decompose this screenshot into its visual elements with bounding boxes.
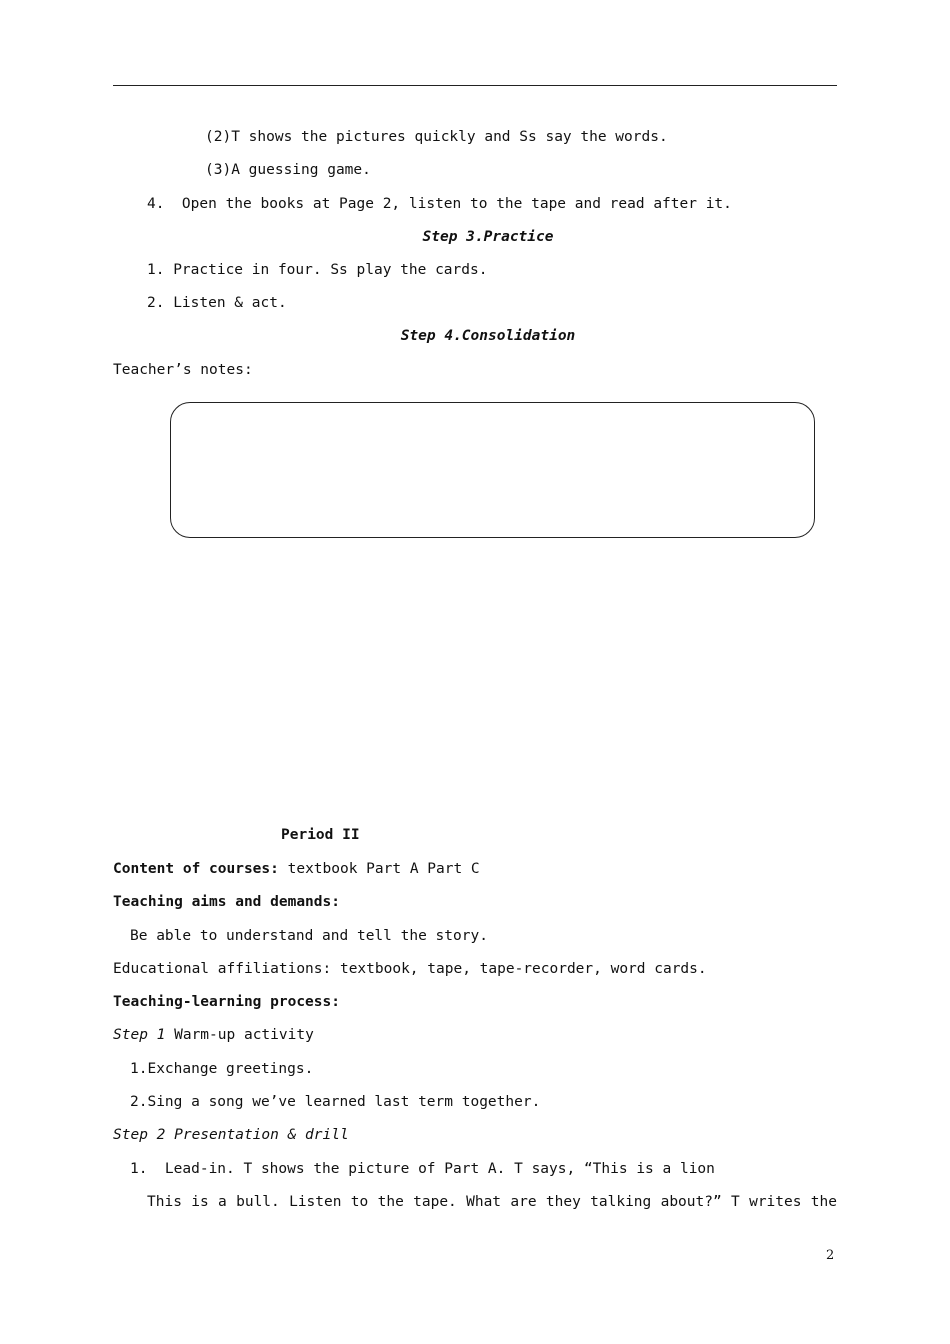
step4-heading: Step 4.Consolidation — [400, 328, 576, 344]
step1-heading — [113, 1025, 314, 1045]
step1-item-2: 2.Sing a song we’ve learned last term together. — [130, 1094, 541, 1110]
practice-item-2: 2. Listen & act. — [147, 295, 287, 311]
aims-text: Be able to understand and tell the story. — [130, 928, 488, 944]
step2-item-1-line-1: 1. Lead-in. T shows the picture of Part A. T says, “This is a lion — [130, 1161, 715, 1177]
content-label: Content of courses: — [113, 861, 279, 877]
step2-item-1-line-2: This is a bull. Listen to the tape. What are they talking about?” T writes the — [147, 1194, 837, 1210]
page-number: 2 — [826, 1248, 835, 1263]
period1-line-2: (2)T shows the pictures quickly and Ss say the words. — [205, 129, 668, 145]
teachers-notes-label: Teacher’s notes: — [113, 362, 253, 378]
step3-heading: Step 3.Practice — [422, 229, 554, 245]
step1-title: Warm-up activity — [165, 1027, 314, 1043]
period1-item-4: 4. Open the books at Page 2, listen to the tape and read after it. — [147, 196, 732, 212]
step1-label: Step 1 — [113, 1027, 166, 1043]
step1-item-1: 1.Exchange greetings. — [130, 1061, 314, 1077]
period1-line-3: (3)A guessing game. — [205, 162, 371, 178]
step2-heading: Step 2 Presentation & drill — [113, 1127, 349, 1143]
teachers-notes-box — [170, 402, 815, 538]
educational-affiliations: Educational affiliations: textbook, tape, tape-recorder, word cards. — [113, 961, 707, 977]
content-value: textbook Part A Part C — [278, 861, 480, 877]
header-rule — [113, 85, 837, 86]
practice-item-1: 1. Practice in four. Ss play the cards. — [147, 262, 488, 278]
period-title: Period II — [281, 827, 360, 843]
content-of-courses — [113, 859, 480, 879]
process-label: Teaching-learning process: — [113, 994, 340, 1010]
aims-label: Teaching aims and demands: — [113, 894, 340, 910]
